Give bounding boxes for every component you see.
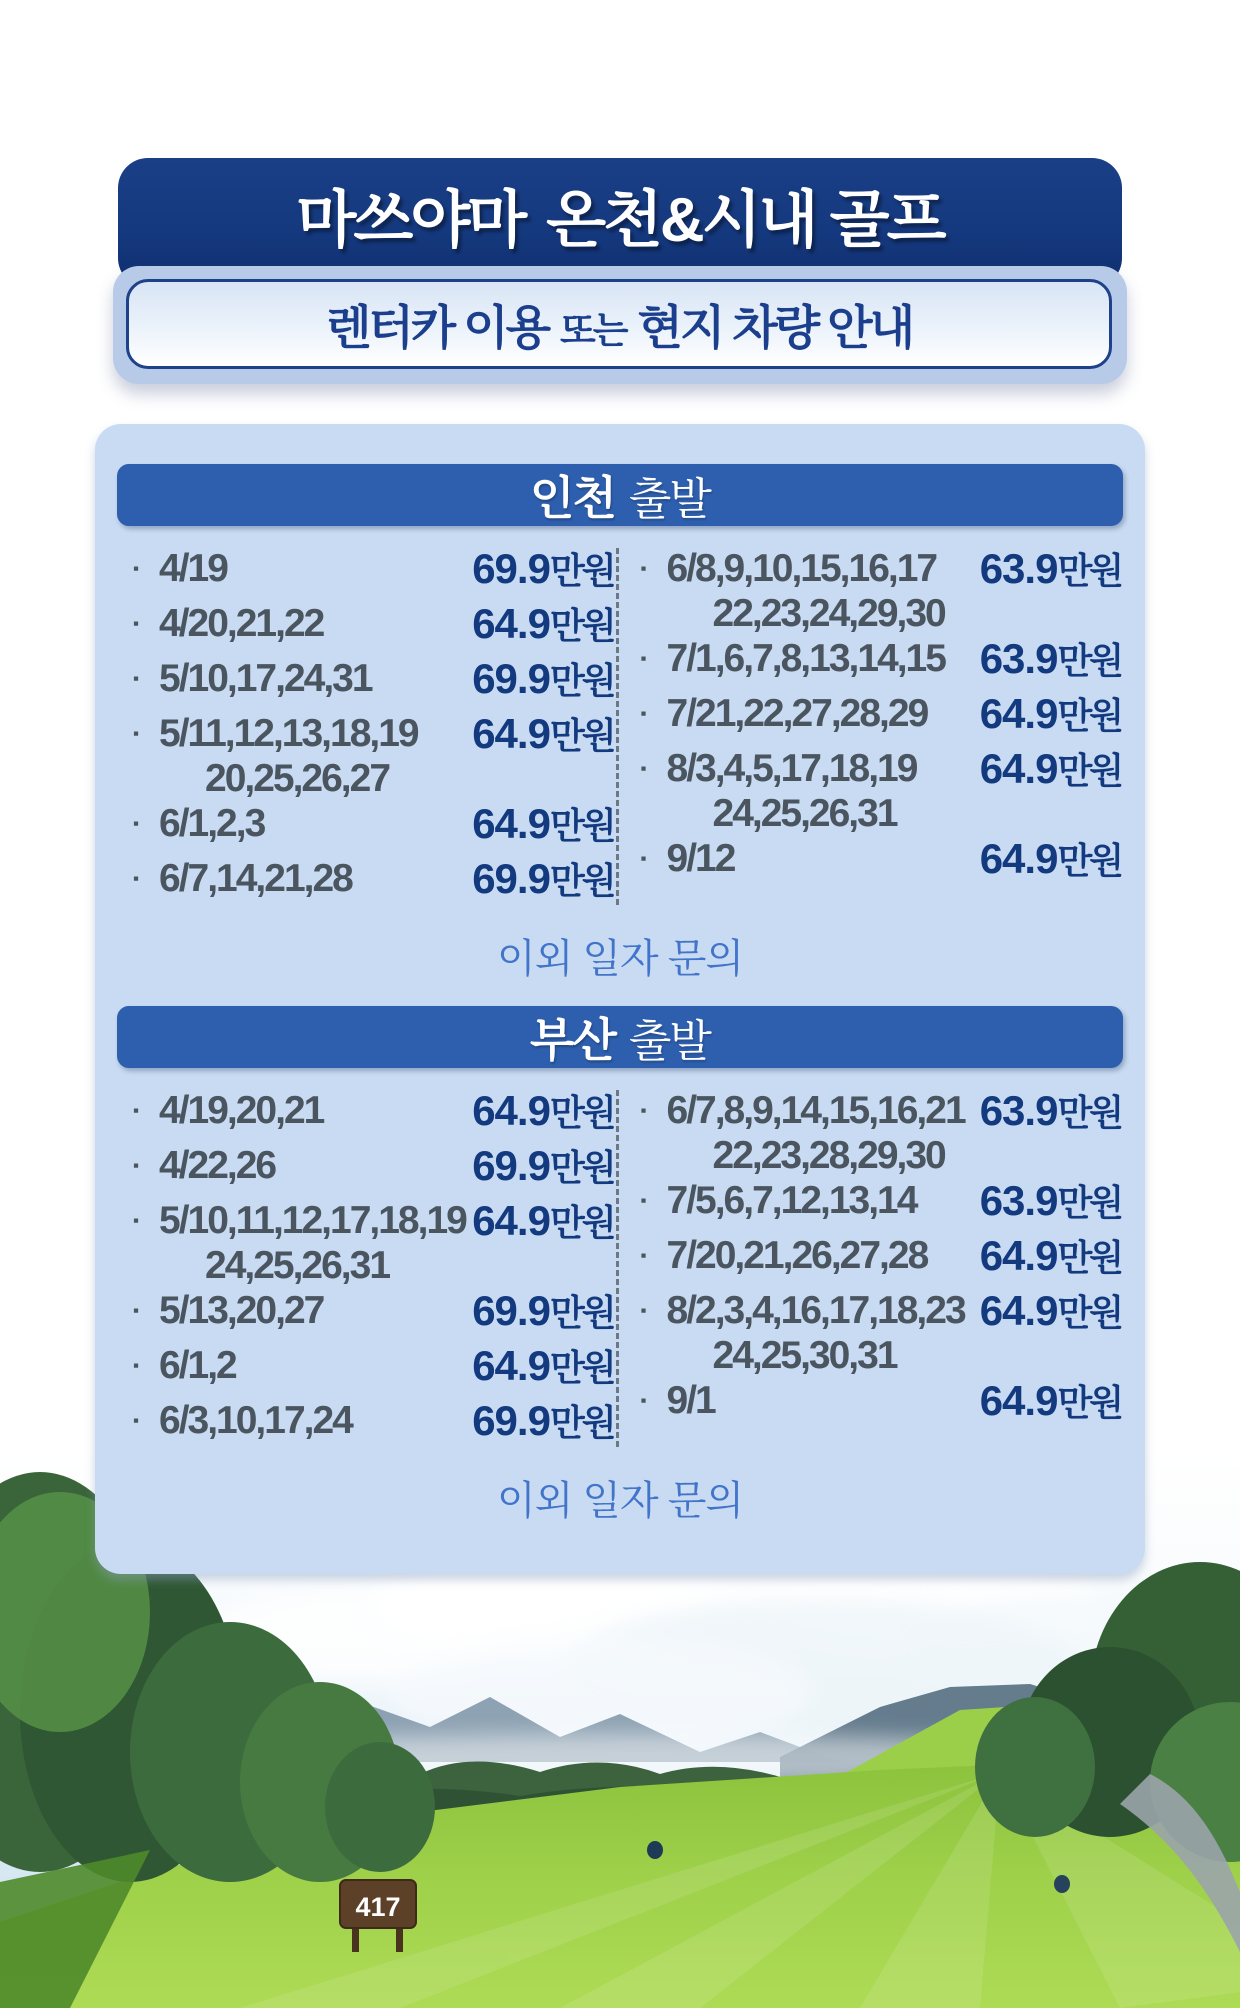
schedule-row bbox=[641, 1088, 1122, 1178]
schedule-column-left bbox=[117, 540, 616, 911]
schedule-row bbox=[133, 601, 614, 656]
schedule-box bbox=[95, 424, 1145, 1574]
bullet-icon: ▪ bbox=[640, 559, 647, 578]
price: 64.9만원 bbox=[472, 710, 614, 757]
departure-dates: 9/12 bbox=[666, 837, 735, 880]
schedule-column-left bbox=[117, 1082, 616, 1453]
price: 69.9만원 bbox=[472, 855, 614, 902]
bullet-icon: ▪ bbox=[133, 614, 140, 633]
schedule-columns bbox=[117, 1082, 1123, 1453]
other-dates-note: 이외 일자 문의 bbox=[496, 1479, 744, 1523]
bullet-icon: ▪ bbox=[133, 559, 140, 578]
section-suffix: 출발 bbox=[628, 1017, 710, 1066]
price: 64.9만원 bbox=[472, 800, 614, 847]
bullet-icon: ▪ bbox=[640, 649, 647, 668]
schedule-row bbox=[133, 1288, 614, 1343]
schedule-row bbox=[641, 636, 1122, 691]
price: 64.9만원 bbox=[979, 1287, 1121, 1334]
schedule-row bbox=[133, 801, 614, 856]
bullet-icon: ▪ bbox=[640, 849, 647, 868]
schedule-row bbox=[133, 711, 614, 801]
schedule-row bbox=[641, 1378, 1122, 1433]
schedule-column-right bbox=[619, 1082, 1124, 1453]
bullet-icon: ▪ bbox=[133, 814, 140, 833]
bullet-icon: ▪ bbox=[133, 869, 140, 888]
subtitle-mid: 또는 bbox=[560, 310, 626, 351]
subtitle-tail: 현지 차량 안내 bbox=[637, 300, 913, 354]
subtitle-lead: 렌터카 이용 bbox=[325, 300, 549, 354]
price: 64.9만원 bbox=[472, 1342, 614, 1389]
bullet-icon: ▪ bbox=[640, 1191, 647, 1210]
departure-dates: 6/3,10,17,24 bbox=[159, 1399, 352, 1442]
bullet-icon: ▪ bbox=[640, 1301, 647, 1320]
section-city: 인천 bbox=[530, 472, 615, 524]
schedule-column-right bbox=[619, 540, 1124, 911]
departure-dates: 6/1,2,3 bbox=[159, 802, 265, 845]
schedule-row bbox=[133, 1088, 614, 1143]
section-city: 부산 bbox=[530, 1014, 615, 1066]
section-incheon bbox=[117, 464, 1123, 984]
page-title bbox=[118, 158, 1122, 270]
schedule-row bbox=[133, 1198, 614, 1288]
bullet-icon: ▪ bbox=[133, 1211, 140, 1230]
schedule-row bbox=[133, 656, 614, 711]
price: 64.9만원 bbox=[979, 690, 1121, 737]
bullet-icon: ▪ bbox=[640, 759, 647, 778]
bullet-icon: ▪ bbox=[640, 1391, 647, 1410]
price: 64.9만원 bbox=[979, 1377, 1121, 1424]
subtitle-text bbox=[126, 279, 1112, 369]
yardage-sign-label: 417 bbox=[355, 1892, 401, 1922]
departure-dates: 5/10,11,12,17,18,19 24,25,26,31 bbox=[159, 1199, 466, 1287]
price: 64.9만원 bbox=[472, 1087, 614, 1134]
departure-dates: 8/3,4,5,17,18,19 24,25,26,31 bbox=[666, 747, 917, 835]
schedule-row bbox=[641, 746, 1122, 836]
section-header-incheon bbox=[117, 464, 1123, 526]
departure-dates: 8/2,3,4,16,17,18,23 24,25,30,31 bbox=[666, 1289, 965, 1377]
title-rest: 온천&시내 골프 bbox=[546, 185, 944, 255]
departure-dates: 5/13,20,27 bbox=[159, 1289, 324, 1332]
departure-dates: 4/19 bbox=[159, 547, 227, 590]
departure-dates: 7/1,6,7,8,13,14,15 bbox=[666, 637, 945, 680]
departure-dates: 7/20,21,26,27,28 bbox=[666, 1234, 928, 1277]
title-brand: 마쓰야마 bbox=[296, 185, 525, 255]
departure-dates: 7/5,6,7,12,13,14 bbox=[666, 1179, 917, 1222]
price: 64.9만원 bbox=[979, 1232, 1121, 1279]
departure-dates: 6/7,8,9,14,15,16,21 22,23,28,29,30 bbox=[666, 1089, 965, 1177]
bullet-icon: ▪ bbox=[133, 1101, 140, 1120]
price: 69.9만원 bbox=[472, 1397, 614, 1444]
bullet-icon: ▪ bbox=[640, 1101, 647, 1120]
departure-dates: 6/1,2 bbox=[159, 1344, 236, 1387]
bullet-icon: ▪ bbox=[133, 669, 140, 688]
bullet-icon: ▪ bbox=[640, 1246, 647, 1265]
bullet-icon: ▪ bbox=[133, 1356, 140, 1375]
schedule-row bbox=[641, 836, 1122, 891]
schedule-row bbox=[133, 1343, 614, 1398]
departure-dates: 6/8,9,10,15,16,17 22,23,24,29,30 bbox=[666, 547, 945, 635]
departure-dates: 7/21,22,27,28,29 bbox=[666, 692, 928, 735]
price: 64.9만원 bbox=[979, 745, 1121, 792]
price: 63.9만원 bbox=[979, 1087, 1121, 1134]
other-dates-note: 이외 일자 문의 bbox=[496, 937, 744, 981]
section-busan bbox=[117, 1006, 1123, 1526]
price: 64.9만원 bbox=[472, 1197, 614, 1244]
schedule-row bbox=[641, 1288, 1122, 1378]
bullet-icon: ▪ bbox=[133, 1411, 140, 1430]
departure-dates: 4/20,21,22 bbox=[159, 602, 324, 645]
price: 69.9만원 bbox=[472, 545, 614, 592]
departure-dates: 5/10,17,24,31 bbox=[159, 657, 372, 700]
price: 63.9만원 bbox=[979, 1177, 1121, 1224]
schedule-row bbox=[641, 546, 1122, 636]
schedule-row bbox=[641, 1178, 1122, 1233]
schedule-columns bbox=[117, 540, 1123, 911]
price: 69.9만원 bbox=[472, 655, 614, 702]
schedule-row bbox=[641, 691, 1122, 746]
price: 63.9만원 bbox=[979, 545, 1121, 592]
schedule-row bbox=[133, 1143, 614, 1198]
schedule-row bbox=[133, 1398, 614, 1453]
section-suffix: 출발 bbox=[628, 475, 710, 524]
bullet-icon: ▪ bbox=[133, 1301, 140, 1320]
schedule-row bbox=[133, 856, 614, 911]
departure-dates: 6/7,14,21,28 bbox=[159, 857, 352, 900]
departure-dates: 9/1 bbox=[666, 1379, 715, 1422]
price: 69.9만원 bbox=[472, 1142, 614, 1189]
departure-dates: 5/11,12,13,18,19 20,25,26,27 bbox=[159, 712, 418, 800]
schedule-row bbox=[641, 1233, 1122, 1288]
bullet-icon: ▪ bbox=[640, 704, 647, 723]
departure-dates: 4/19,20,21 bbox=[159, 1089, 324, 1132]
departure-dates: 4/22,26 bbox=[159, 1144, 276, 1187]
price: 64.9만원 bbox=[472, 600, 614, 647]
subtitle-panel bbox=[113, 266, 1127, 384]
price: 64.9만원 bbox=[979, 835, 1121, 882]
schedule-row bbox=[133, 546, 614, 601]
section-header-busan bbox=[117, 1006, 1123, 1068]
bullet-icon: ▪ bbox=[133, 1156, 140, 1175]
bullet-icon: ▪ bbox=[133, 724, 140, 743]
price: 63.9만원 bbox=[979, 635, 1121, 682]
price: 69.9만원 bbox=[472, 1287, 614, 1334]
